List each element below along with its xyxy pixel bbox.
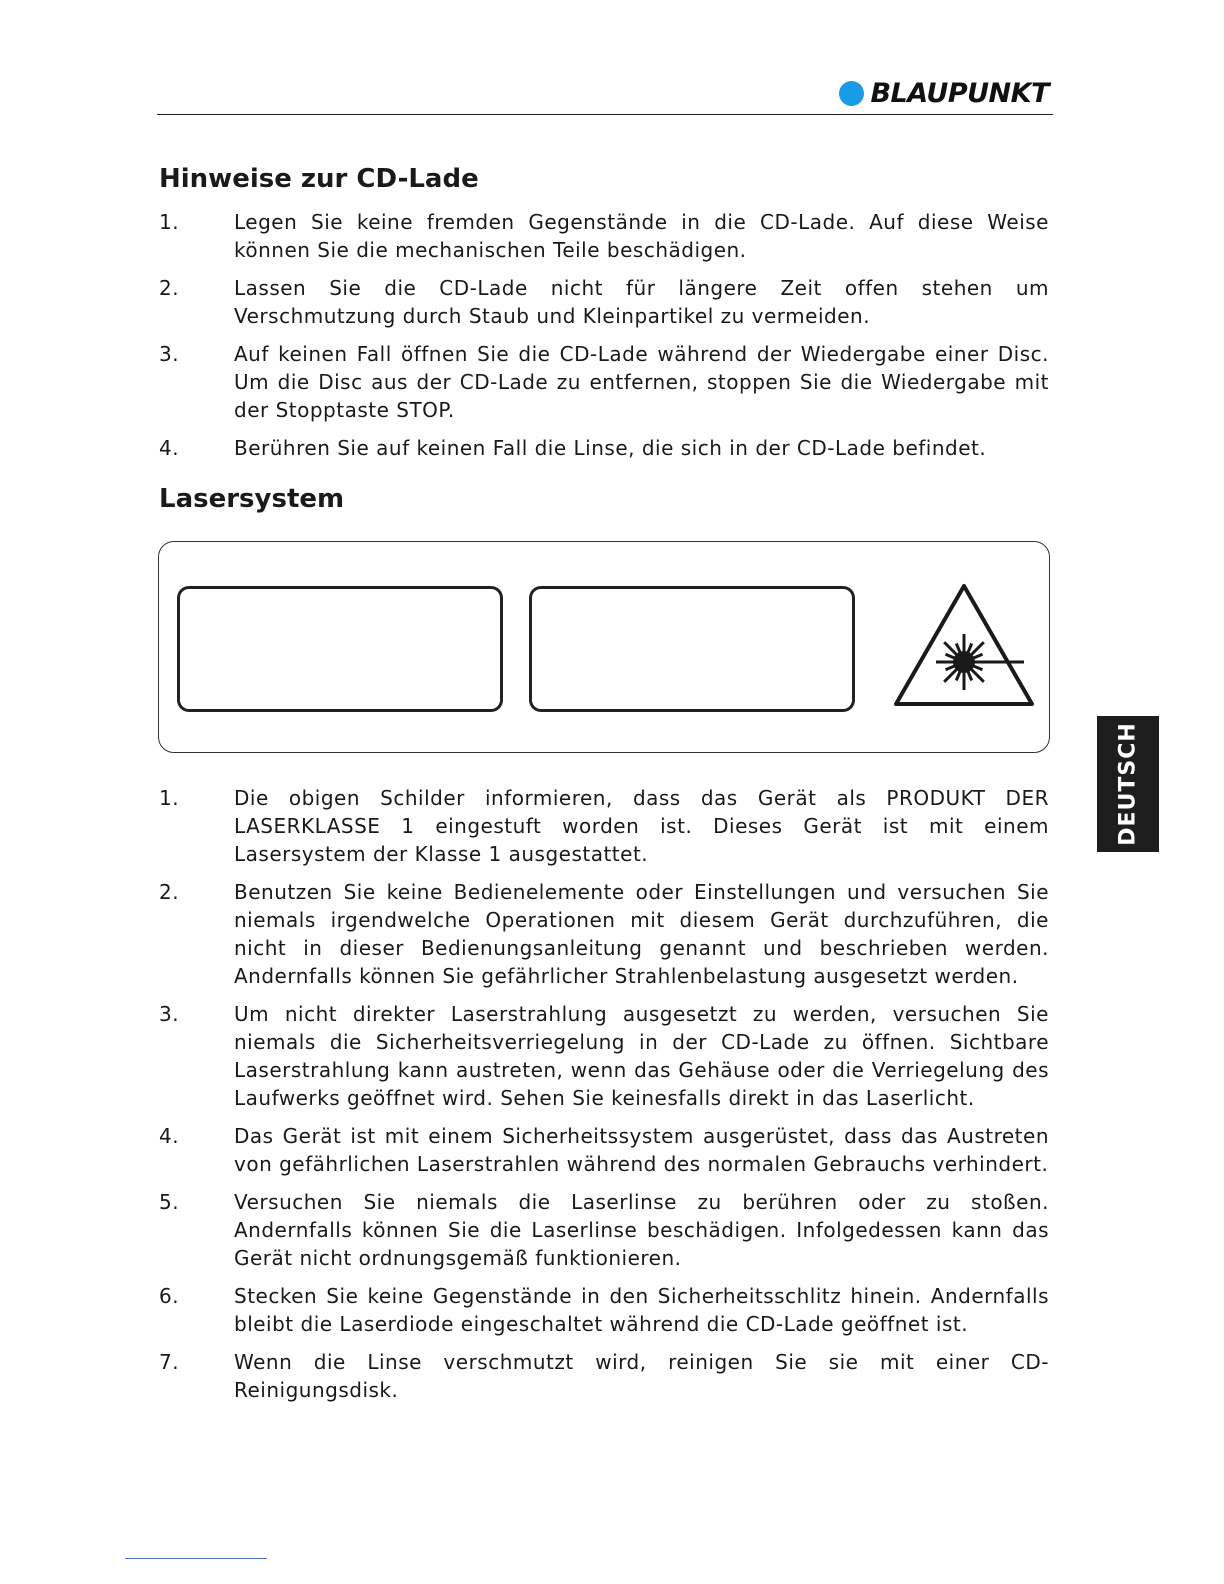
item-text: Berühren Sie auf keinen Fall die Linse, die sich in der CD-Lade befindet. [234, 436, 987, 460]
brand-logo [839, 78, 1049, 109]
language-tab-label: DEUTSCH [1115, 722, 1141, 846]
laser-label-left [177, 586, 503, 712]
list-item [159, 1000, 1049, 1112]
item-number: 6. [159, 1284, 180, 1308]
item-number: 2. [159, 880, 180, 904]
section-title-laser-system: Lasersystem [159, 484, 345, 514]
list-item [159, 1348, 1049, 1404]
item-text: Stecken Sie keine Gegenstände in den Sicherheitsschlitz hinein. Andernfalls bleibt die Laserdiode eingeschaltet während die CD-Lade geöffnet ist. [234, 1284, 1049, 1336]
laser-notes-list [159, 784, 1049, 1414]
item-number: 4. [159, 436, 180, 460]
item-text: Auf keinen Fall öffnen Sie die CD-Lade während der Wiedergabe einer Disc. Um die Disc aus der CD-Lade zu entfernen, stoppen Sie die Wiedergabe mit der Stopptaste STOP. [234, 342, 1049, 422]
list-item [159, 784, 1049, 868]
footer-divider [125, 1558, 267, 1559]
item-number: 1. [159, 786, 180, 810]
item-number: 7. [159, 1350, 180, 1374]
item-text: Lassen Sie die CD-Lade nicht für längere Zeit offen stehen um Verschmutzung durch Staub und Kleinpartikel zu vermeiden. [234, 276, 1049, 328]
item-text: Legen Sie keine fremden Gegenstände in die CD-Lade. Auf diese Weise können Sie die mechanischen Teile beschädigen. [234, 210, 1049, 262]
item-number: 5. [159, 1190, 180, 1214]
list-item [159, 1188, 1049, 1272]
list-item [159, 208, 1049, 264]
laser-label-middle [529, 586, 855, 712]
item-number: 3. [159, 342, 180, 366]
laser-warning-icon [892, 580, 1036, 710]
brand-name: BLAUPUNKT [870, 78, 1049, 109]
list-item [159, 434, 1049, 462]
list-item [159, 1122, 1049, 1178]
list-item [159, 340, 1049, 424]
list-item [159, 878, 1049, 990]
item-text: Um nicht direkter Laserstrahlung ausgesetzt zu werden, versuchen Sie niemals die Sicherheitsverriegelung in der CD-Lade zu öffnen. Sichtbare Laserstrahlung kann austreten, wenn das Gehäuse oder die Verriegelung des Laufwerks geöffnet wird. Sehen Sie keinesfalls direkt in das Laserlicht. [234, 1002, 1049, 1110]
item-number: 2. [159, 276, 180, 300]
item-text: Das Gerät ist mit einem Sicherheitssystem ausgerüstet, dass das Austreten von gefährlichen Laserstrahlen während des normalen Gebrauchs verhindert. [234, 1124, 1049, 1176]
item-number: 1. [159, 210, 180, 234]
page-header [157, 70, 1053, 115]
cd-tray-notes-list [159, 208, 1049, 472]
item-text: Wenn die Linse verschmutzt wird, reinigen Sie sie mit einer CD-Reinigungsdisk. [234, 1350, 1049, 1402]
item-number: 4. [159, 1124, 180, 1148]
item-text: Die obigen Schilder informieren, dass das Gerät als PRODUKT DER LASERKLASSE 1 eingestuft worden ist. Dieses Gerät ist mit einem Lasersystem der Klasse 1 ausgestattet. [234, 786, 1049, 866]
laser-label-panel [158, 541, 1050, 753]
item-text: Benutzen Sie keine Bedienelemente oder Einstellungen und versuchen Sie niemals irgendwelche Operationen mit diesem Gerät durchzuführen, die nicht in dieser Bedienungsanleitung genannt und beschrieben werden. Andernfalls können Sie gefährlicher Strahlenbelastung ausgesetzt werden. [234, 880, 1049, 988]
list-item [159, 1282, 1049, 1338]
item-text: Versuchen Sie niemals die Laserlinse zu berühren oder zu stoßen. Andernfalls können Sie die Laserlinse beschädigen. Infolgedessen kann das Gerät nicht ordnungsgemäß funktionieren. [234, 1190, 1049, 1270]
logo-dot-icon [839, 81, 864, 106]
list-item [159, 274, 1049, 330]
item-number: 3. [159, 1002, 180, 1026]
language-tab [1097, 716, 1159, 852]
section-title-cd-tray: Hinweise zur CD-Lade [159, 164, 479, 194]
